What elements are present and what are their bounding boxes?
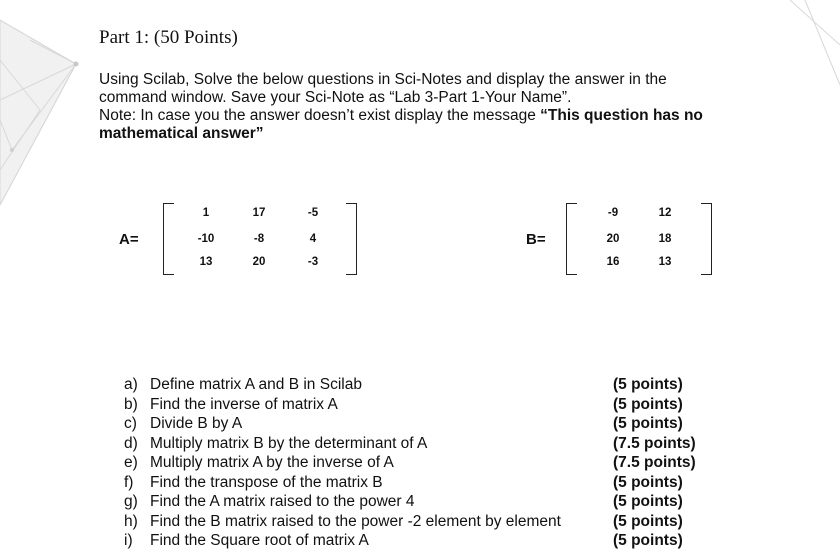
question-letter: b) (124, 395, 138, 413)
question-text: Find the transpose of the matrix B (150, 473, 383, 491)
question-text: Multiply matrix A by the inverse of A (150, 454, 394, 471)
instructions-text: Using Scilab, Solve the below questions in Sci-Notes and display the answer in the command window. Save your Sci-Note as “Lab 3-Part 1-Your Name”. (99, 71, 667, 106)
matrix-b-cell: 18 (658, 233, 672, 245)
question-item (124, 473, 594, 493)
matrix-b-right-bracket (701, 203, 712, 275)
question-points: (5 points) (613, 532, 683, 549)
question-text: Find the inverse of matrix A (150, 395, 338, 413)
matrix-b-cell: 12 (658, 207, 672, 219)
question-points: (5 points) (613, 473, 683, 491)
question-points: (5 points) (613, 395, 683, 413)
question-text: Find the B matrix raised to the power -2 element by element (150, 512, 561, 530)
question-item (124, 531, 594, 551)
question-item (124, 375, 594, 395)
matrix-b-left-bracket (566, 203, 577, 275)
question-list (124, 375, 594, 551)
question-text: Define matrix A and B in Scilab (150, 376, 362, 393)
question-points: (7.5 points) (613, 434, 696, 452)
matrix-a-cell: 1 (202, 207, 210, 219)
matrix-b-cell: 13 (658, 256, 672, 268)
question-letter: d) (124, 434, 138, 452)
question-item (124, 512, 594, 532)
matrix-b-cell: -9 (607, 207, 619, 219)
matrix-b-cell: 16 (606, 256, 620, 268)
instructions-note (99, 107, 739, 143)
question-points: (5 points) (613, 415, 683, 432)
question-letter: c) (124, 415, 137, 432)
matrix-a-left-bracket (163, 203, 174, 275)
matrix-a-label: A= (119, 231, 139, 248)
question-item (124, 414, 594, 434)
points-list (613, 375, 696, 551)
part-title: Part 1: (50 Points) (99, 27, 238, 48)
question-points: (5 points) (613, 376, 683, 393)
question-letter: h) (124, 512, 138, 530)
question-letter: a) (124, 376, 138, 393)
matrix-a-cell: 20 (252, 256, 266, 268)
note-message: “This question has no mathematical answer” (99, 107, 703, 142)
question-letter: g) (124, 493, 138, 510)
matrix-a-cell: 17 (252, 207, 266, 219)
question-points: (5 points) (613, 512, 683, 530)
matrix-a-cell: -10 (197, 233, 215, 245)
question-points: (5 points) (613, 493, 683, 510)
matrix-a-cell: -5 (307, 207, 319, 219)
matrix-b-label: B= (526, 231, 546, 248)
question-letter: f) (124, 473, 134, 491)
matrix-a-cell: 13 (199, 256, 213, 268)
matrix-b-cell: 20 (606, 233, 620, 245)
question-points: (7.5 points) (613, 454, 696, 471)
question-text: Multiply matrix B by the determinant of A (150, 434, 428, 452)
question-letter: e) (124, 454, 138, 471)
matrix-a-cell: -8 (253, 233, 265, 245)
matrix-a-cell: 4 (309, 233, 317, 245)
question-item (124, 434, 594, 454)
matrix-a-right-bracket (346, 203, 357, 275)
matrix-a-cell: -3 (307, 256, 319, 268)
instructions (99, 71, 739, 143)
question-text: Divide B by A (150, 415, 243, 432)
question-text: Find the Square root of matrix A (150, 532, 369, 549)
question-item (124, 492, 594, 512)
question-text: Find the A matrix raised to the power 4 (150, 493, 415, 510)
question-letter: i) (124, 532, 133, 549)
question-item (124, 453, 594, 473)
question-item (124, 395, 594, 415)
note-prefix: Note: In case you the answer doesn’t exist display the message (99, 107, 541, 124)
